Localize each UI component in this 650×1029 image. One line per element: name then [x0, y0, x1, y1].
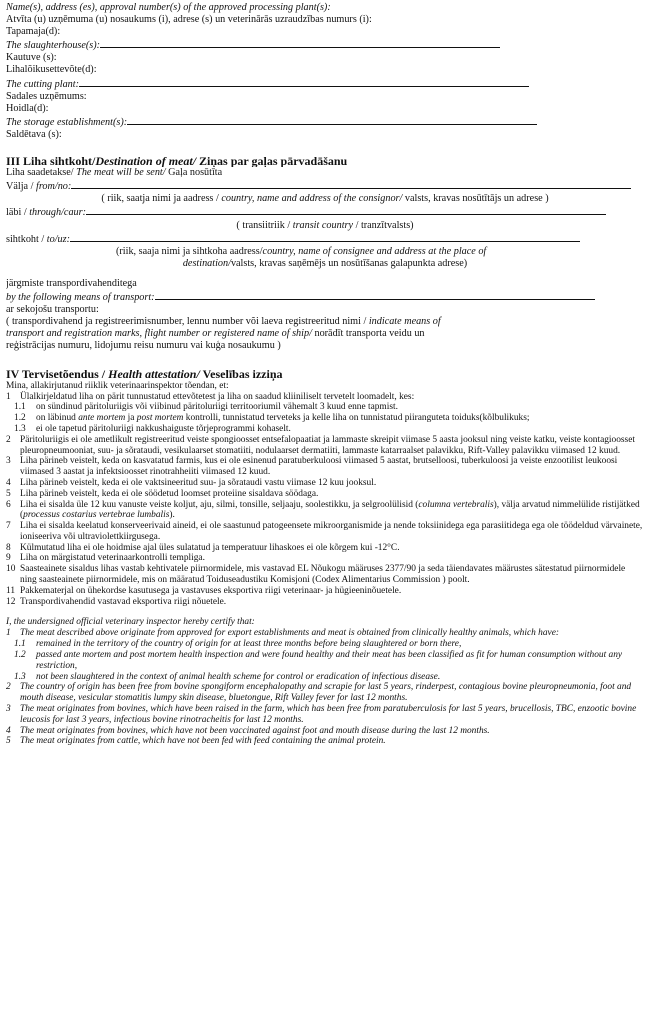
et-item-12 — [6, 597, 644, 608]
en-item-number: 1.1 — [14, 639, 26, 650]
en-item-1.3 — [6, 672, 644, 683]
destination-note-1: (riik, saaja nimi ja sihtkoha aadress/country, name of consignee and address at the place of — [116, 245, 487, 257]
to-field[interactable] — [70, 232, 580, 242]
et-item-number: 1.2 — [14, 413, 26, 424]
certificate-page — [6, 2, 644, 747]
slaughterhouse-field[interactable] — [100, 38, 500, 48]
from-field[interactable] — [71, 179, 631, 189]
storage-label-lv: Saldētava (s): — [6, 128, 62, 140]
en-item-text: The meat originates from cattle, which have not been fed with feed containing the animal protein. — [20, 736, 386, 747]
through-label-et: läbi / — [6, 207, 30, 219]
en-item-number: 1.3 — [14, 671, 26, 682]
to-label-et: sihtkoht / — [6, 233, 47, 245]
et-item-3 — [6, 456, 644, 478]
from-label-et: Välja / — [6, 181, 34, 193]
et-item-1.3 — [6, 424, 644, 435]
storage-field[interactable] — [127, 115, 537, 125]
et-intro: Mina, allakirjutanud riiklik veterinaarinspektor tõendan, et: — [6, 380, 229, 391]
en-intro: I, the undersigned official veterinary inspector hereby certify that: — [6, 617, 255, 628]
cutting-plant-label-lv: Sadales uzņēmums: — [6, 90, 87, 102]
en-item-number: 5 — [6, 736, 11, 747]
et-item-text: Transpordivahendid vastavad eksportiva riigi nõuetele. — [20, 596, 227, 607]
et-item-7 — [6, 521, 644, 543]
en-item-3 — [6, 704, 644, 726]
et-item-number: 11 — [6, 585, 16, 596]
means-note-1: ( transpordivahend ja registreerimisnumber, lennu number või laeva registreeritud nimi / indicate means of — [6, 316, 441, 328]
plant-heading-lv: Atvīta (u) uzņēmuma (u) nosaukums (i), adrese (s) un veterinārās uzraudzības numurs (i): — [6, 14, 372, 26]
et-item-number: 1 — [6, 391, 11, 402]
meat-sent-line: Liha saadetakse/ The meat will be sent/ Gaļa nosūtīta — [6, 167, 223, 179]
en-item-4 — [6, 726, 644, 737]
et-item-text: Liha on märgistatud veterinaarkontrolli templiga. — [20, 553, 205, 564]
en-item-text: passed ante mortem and post mortem health inspection and were found healthy and their meat has been classified as fit for human consumption without any restriction, — [36, 650, 623, 671]
en-item-text: The meat originates from bovines, which have not been vaccinated against foot and mouth disease during the last 12 months. — [20, 725, 490, 736]
et-item-number: 2 — [6, 434, 11, 445]
en-item-2 — [6, 682, 644, 704]
from-label-en: from/no: — [33, 181, 72, 193]
et-item-6 — [6, 500, 644, 522]
et-item-9 — [6, 553, 644, 564]
from-field-note: ( riik, saatja nimi ja aadress / country, name and address of the consignor/ valsts, kravas nosūtītājs un adrese ) — [101, 193, 549, 205]
en-item-1.1 — [6, 639, 644, 650]
et-item-number: 8 — [6, 542, 11, 553]
en-item-1 — [6, 628, 644, 639]
et-item-number: 5 — [6, 488, 11, 499]
et-item-number: 4 — [6, 477, 11, 488]
en-item-text: The country of origin has been free from bovine spongiform encephalopathy and scrapie for last 5 years, rinderpest, contagious bovine pleuropneumonia, foot and mouth disease, vesicular stomatitis lumpy skin disease, bluetongue, Rift Valley fever for last 12 months. — [20, 682, 632, 704]
et-item-text: Liha pärineb veistelt, keda ei ole vaktsineeritud suu- ja sõrataudi vastu viimase 12 kuu jooksul. — [20, 477, 377, 488]
cutting-plant-field[interactable] — [79, 77, 529, 87]
et-item-text: Liha pärineb veistelt, keda on kasvatatud farmis, kus ei ole esinenud paratuberkuloosi viimased 5 aastat, brutselloosi, tuberkuloosi ja veiste enzootilist leukoosi viimased 3 aastat ja infektsioosset rinotrahheiiti viimased 12 kuud. — [20, 456, 618, 478]
et-item-number: 12 — [6, 596, 16, 607]
et-item-text: Külmutatud liha ei ole hoidmise ajal üles sulatatud ja temperatuur lihaskoes ei ole kõrgem kui -12°C. — [20, 542, 400, 553]
et-item-text: on läbinud ante mortem ja post mortem kontrolli, tunnistatud terveteks ja kelle liha on tunnistatud piiranguteta toiduks(kõlbulikuks; — [36, 413, 530, 424]
et-item-1.1 — [6, 402, 644, 413]
to-label-en: to/uz: — [46, 233, 70, 245]
et-item-text: Saasteainete sisaldus lihas vastab kehtivatele piirnormidele, mis vastavad EL Nõukogu määruses 2377/90 ja seda täiendavates määrustes sätestatud piirnormidele ning saasteainete piirnormidele, mis on määratud Toiduseadustiku Komisjoni (Codex Alimentarius Commission ) poolt. — [20, 564, 626, 586]
et-item-number: 7 — [6, 521, 11, 532]
means-note-3: reģistrācijas numuru, lidojumu reisu numuru vai kuģa nosaukumu ) — [6, 340, 281, 352]
en-item-text: The meat described above originate from approved for export establishments and meat is obtained from clinically healthy animals, which have: — [20, 628, 559, 639]
means-note-2: transport and registration marks, flight number or registered name of ship/ norādīt transporta veidu un — [6, 328, 425, 340]
et-item-text: Ülalkirjeldatud liha on pärit tunnustatud ettevõtetest ja liha on saadud kliiniliselt tervetelt loomadelt, kes: — [20, 391, 415, 402]
et-item-text: Liha pärineb veistelt, keda ei ole söödetud loomset proteiine sisaldava söödaga. — [20, 488, 319, 499]
storage-label-en: The storage establishment(s): — [6, 116, 128, 128]
et-item-8 — [6, 543, 644, 554]
et-item-text: Liha ei sisalda keelatud konserveerivaid aineid, ei ole saastunud patogeensete mikroorganismide ja nende toksiinidega ega parasiitidega ega ole töödeldud värvainete, ioniseeriva või ultraviolettkiirgusega. — [20, 521, 643, 542]
et-item-number: 6 — [6, 499, 11, 510]
et-item-number: 10 — [6, 564, 16, 575]
et-item-1.2 — [6, 413, 644, 424]
et-item-1 — [6, 392, 644, 403]
et-item-text: Liha ei sisalda üle 12 kuu vanuste veiste koljut, aju, silmi, tonsille, seljaaju, soolestikku, ja selgroolülisid (columna vertebralis), välja arvatud nimmelülide ristijätked (processus costarius vertebrae lumbalis). — [20, 499, 640, 521]
et-item-number: 1.3 — [14, 423, 26, 434]
en-item-number: 3 — [6, 704, 11, 715]
slaughterhouse-label-et: Tapamaja(d): — [6, 26, 61, 38]
et-item-text: on sündinud päritoluriigis või viibinud päritoluriigi territooriumil vähemalt 3 kuud enne tapmist. — [36, 402, 398, 413]
plant-heading-en: Name(s), address (es), approval number(s) of the approved processing plant(s): — [6, 2, 331, 13]
et-item-10 — [6, 564, 644, 586]
section3-heading: III Liha sihtkoht/Destination of meat/ Ziņas par gaļas pārvadāšanu — [6, 155, 348, 168]
means-label-et: järgmiste transpordivahenditega — [6, 277, 137, 289]
destination-note-2: destination/valsts, kravas saņēmējs un nosūtīšanas galapunkta adrese) — [182, 257, 468, 269]
et-item-number: 3 — [6, 456, 11, 467]
en-item-number: 2 — [6, 682, 11, 693]
et-item-number: 1.1 — [14, 402, 26, 413]
et-item-2 — [6, 435, 644, 457]
section4-heading: IV Tervisetõendus / Health attestation/ Veselības izziņa — [6, 368, 283, 381]
slaughterhouse-label-en: The slaughterhouse(s): — [6, 40, 101, 52]
et-item-text: Pakkematerjal on ühekordse kasutusega ja vastavuses eksportiva riigi veterinaar- ja hügieeninõuetele. — [20, 585, 402, 596]
through-label-en: through/caur: — [29, 207, 86, 219]
en-attestation-list — [6, 628, 644, 747]
means-label-en: by the following means of transport: — [6, 291, 155, 303]
means-label-lv: ar sekojošu transportu: — [6, 304, 99, 316]
means-of-transport-field[interactable] — [155, 290, 595, 300]
et-item-5 — [6, 489, 644, 500]
et-attestation-list — [6, 392, 644, 608]
et-item-text: ei ole tapetud päritoluriigi nakkushaiguste tõrjeprogrammi kohaselt. — [36, 423, 291, 434]
cutting-plant-label-en: The cutting plant: — [6, 78, 80, 90]
et-item-11 — [6, 586, 644, 597]
et-item-4 — [6, 478, 644, 489]
et-item-text: Päritoluriigis ei ole ametlikult registreeritud veiste spongioosset entsefalopaatiat ja lammaste skreipit viimase 5 aasta jooksul ning veiste katku, veiste kontagioosset pleuropneumooniat, suu- ja sõrataudi, vesikulaarset stomatiiti, nodulaarset dermatiiti, lammaste katarraalset palavikku, Rift-Valley palavikku viimased 12 kuud. — [20, 434, 635, 456]
storage-label-et: Hoidla(d): — [6, 102, 49, 114]
en-item-text: not been slaughtered in the context of animal health scheme for control or eradication of infectious disease. — [36, 671, 441, 682]
slaughterhouse-label-lv: Kautuve (s): — [6, 52, 57, 64]
en-item-number: 1.2 — [14, 650, 26, 661]
en-item-number: 4 — [6, 725, 11, 736]
en-item-1.2 — [6, 650, 644, 672]
et-item-number: 9 — [6, 553, 11, 564]
cutting-plant-label-et: Lihalõikusettevõte(d): — [6, 64, 97, 76]
en-item-5 — [6, 736, 644, 747]
en-item-text: remained in the territory of the country of origin for at least three months before being slaughtered or born there, — [36, 639, 462, 650]
en-item-number: 1 — [6, 628, 11, 639]
transit-note: ( transiitriik / transit country / tranzītvalsts) — [236, 219, 414, 231]
through-field[interactable] — [86, 205, 606, 215]
en-item-text: The meat originates from bovines, which have been raised in the farm, which has been free from paratuberculosis for last 5 years, brucellosis, TBC, enzootic bovine leucosis for last 3 years, infectious bovine rinotracheitis for last 12 months. — [20, 704, 637, 725]
